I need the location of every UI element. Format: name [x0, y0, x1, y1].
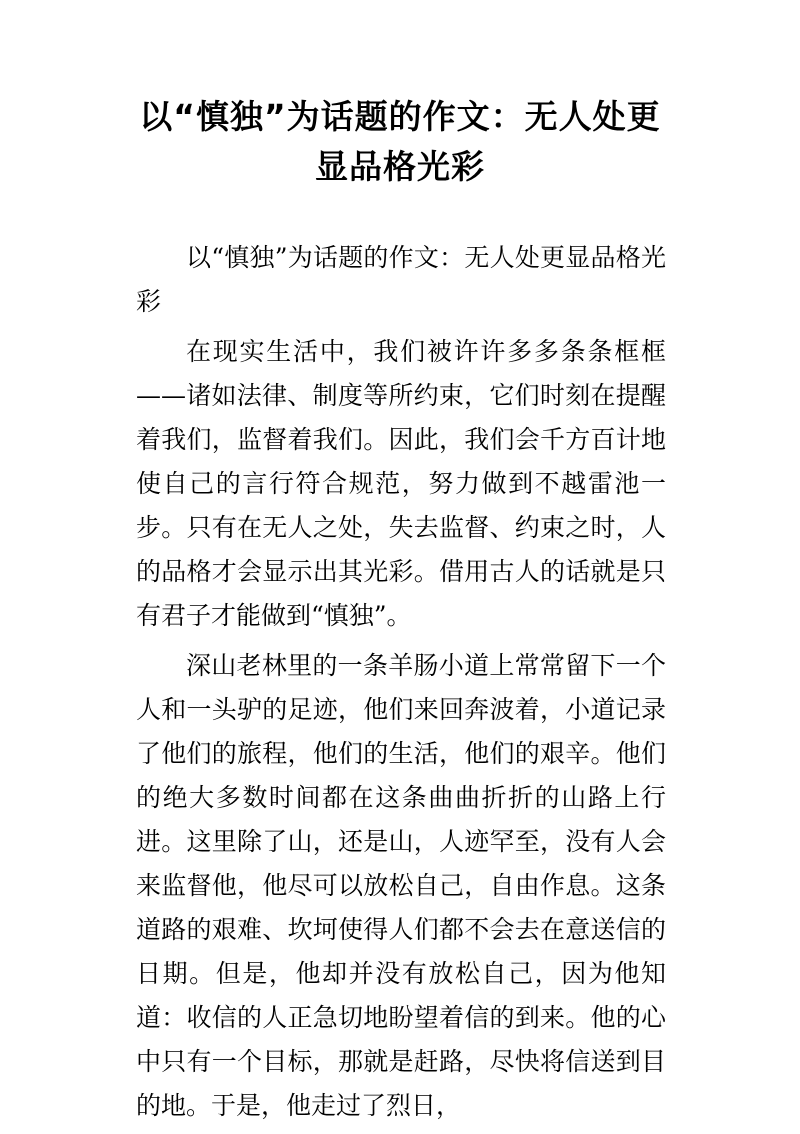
document-body — [136, 236, 666, 1134]
paragraph-story: 深山老林里的一条羊肠小道上常常留下一个人和一头驴的足迹，他们来回奔波着，小道记录了他们的旅程，他们的生活，他们的艰辛。他们的绝大多数时间都在这条曲曲折折的山路上行进。这里除了山，还是山，人迹罕至，没有人会来监督他，他尽可以放松自己，自由作息。这条道路的艰难、坎坷使得人们都不会去在意送信的日期。但是，他却并没有放松自己，因为他知道：收信的人正急切地盼望着信的到来。他的心中只有一个目标，那就是赶路，尽快将信送到目的地。于是，他走过了烈日， — [136, 651, 666, 1120]
paragraph-intro: 在现实生活中，我们被许许多多条条框框——诸如法律、制度等所约束，它们时刻在提醒着我们，监督着我们。因此，我们会千方百计地使自己的言行符合规范，努力做到不越雷池一步。只有在无人之处，失去监督、约束之时，人的品格才会显示出其光彩。借用古人的话就是只有君子才能做到“慎独”。 — [136, 337, 666, 630]
document-title: 以“慎独”为话题的作文：无人处更显品格光彩 — [139, 97, 661, 186]
paragraph-subtitle: 以“慎独”为话题的作文：无人处更显品格光彩 — [136, 243, 666, 316]
